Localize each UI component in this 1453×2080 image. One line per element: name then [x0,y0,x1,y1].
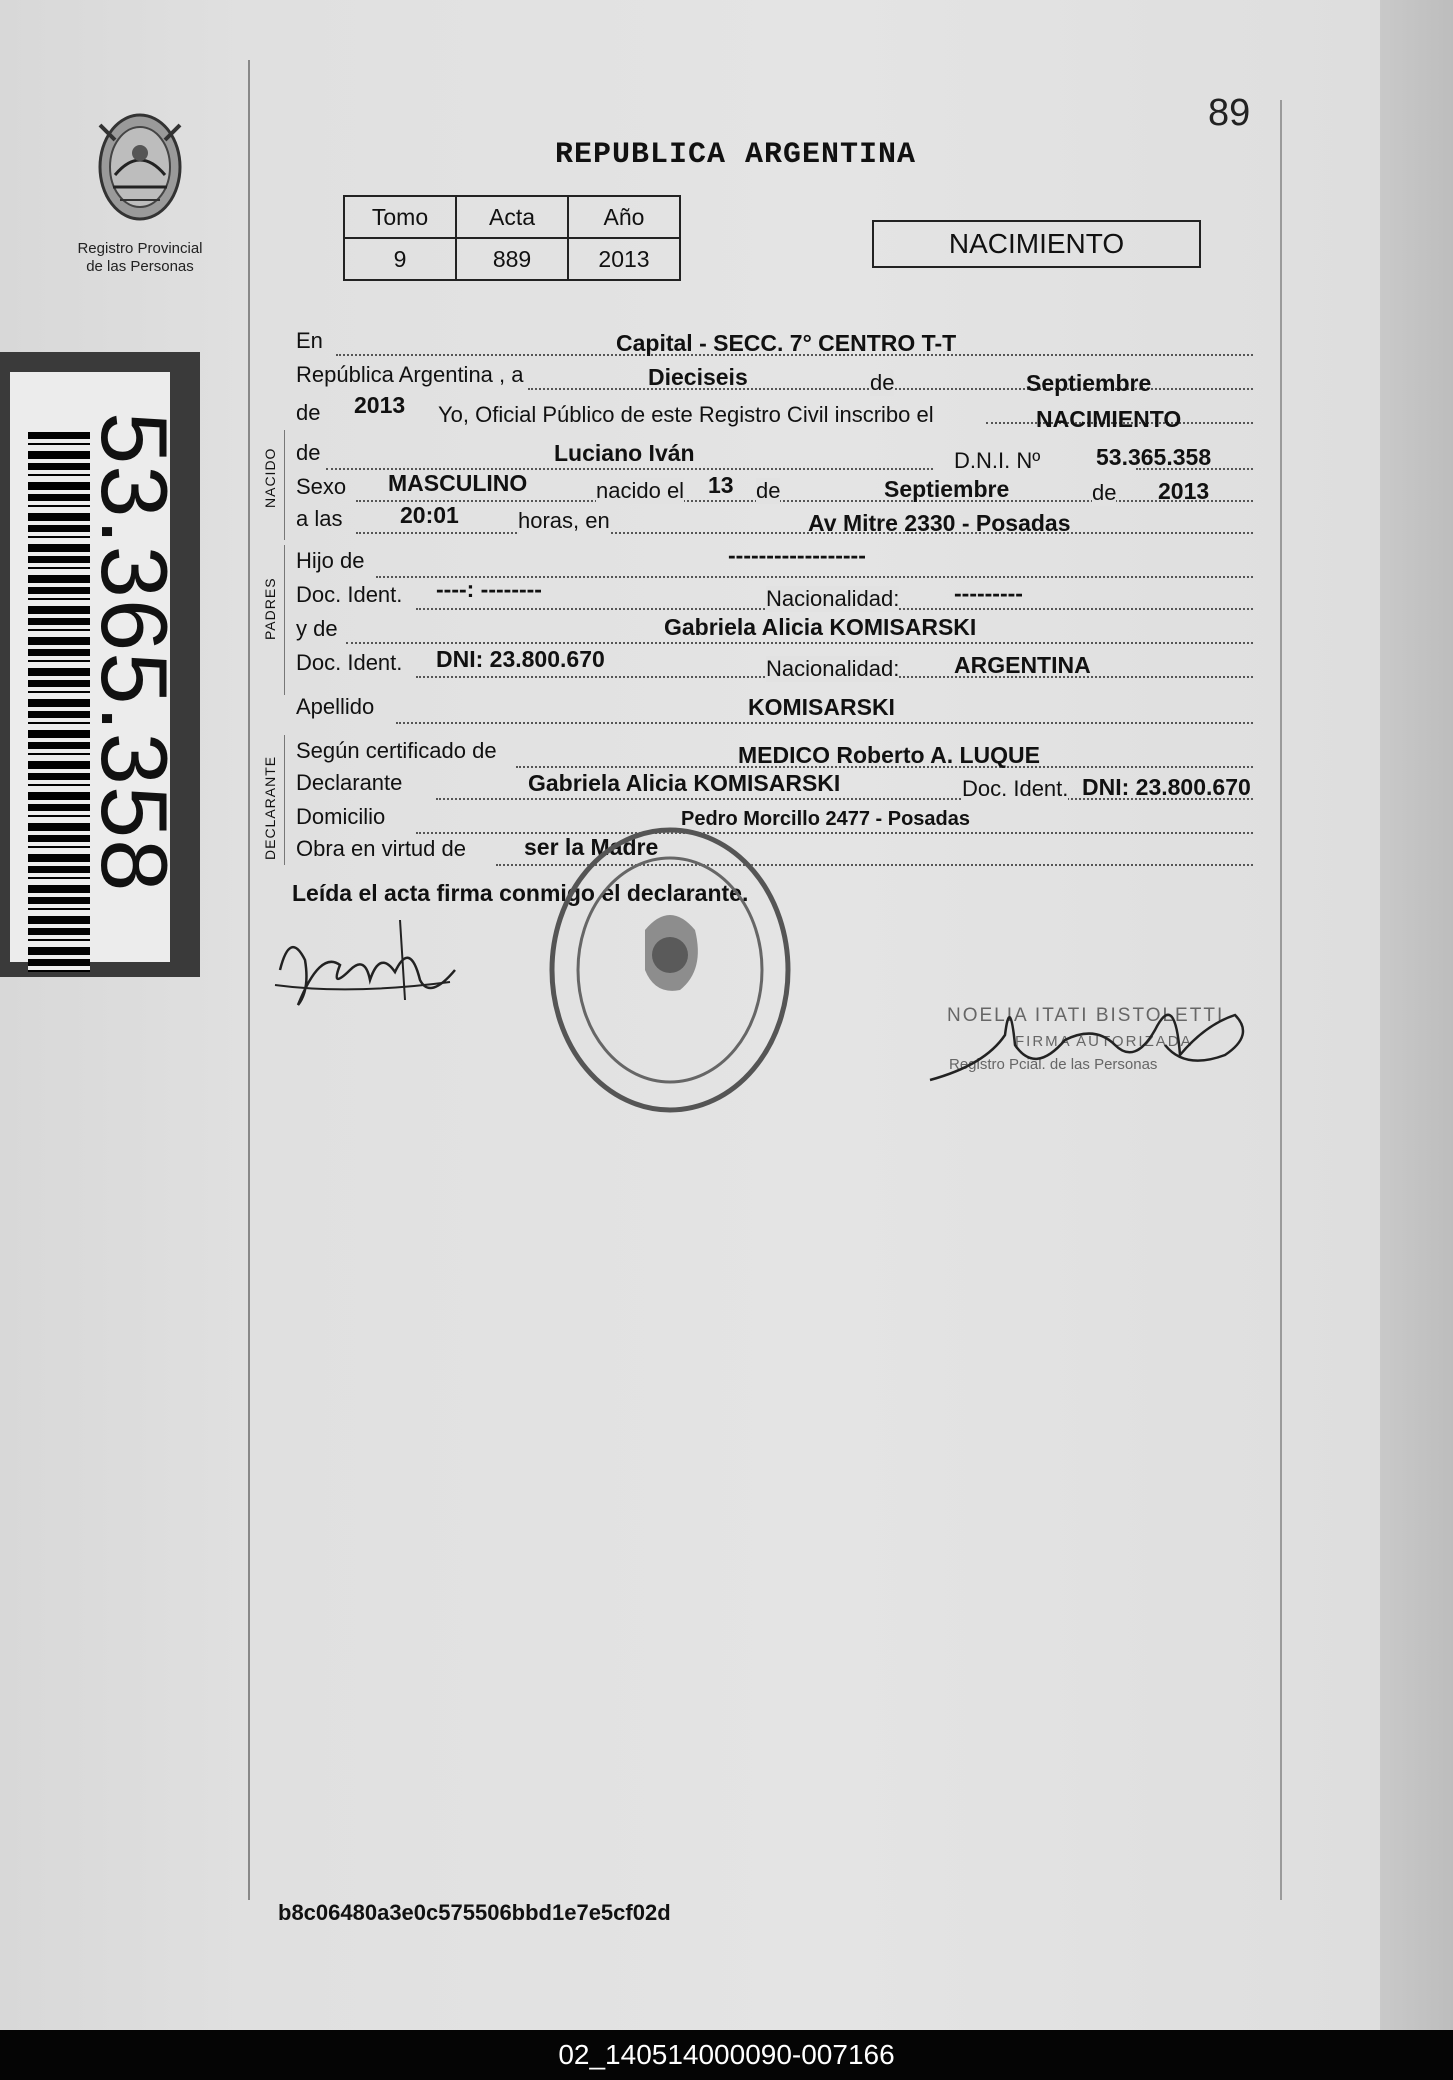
label-de2: de [296,400,321,425]
registry-value-tomo: 9 [344,238,456,280]
form-left-border [248,60,250,1900]
official-signature [925,985,1255,1095]
official-role: FIRMA AUTORIZADA [1015,1033,1193,1050]
declarant-signature [270,910,460,1030]
row-inscripcion [296,392,1253,432]
province-logo [70,105,210,276]
row-hora-lugar [296,504,1253,534]
registry-value-acta: 889 [456,238,568,280]
dotted-line [356,532,1253,534]
label-a-las: a las [296,506,343,531]
label-dni: D.N.I. Nº [954,448,1041,473]
label-de4: de [1092,480,1117,505]
label-y-de: y de [296,616,338,641]
value-anio-inscripcion: 2013 [354,392,406,418]
registry-header-anio: Año [568,196,680,238]
value-anio-nac: 2013 [1158,478,1210,504]
label-domicilio: Domicilio [296,804,386,829]
value-dia-inscripcion: Dieciseis [648,364,748,390]
registry-value-anio: 2013 [568,238,680,280]
value-nombre: Luciano Iván [554,440,695,466]
logo-caption-line2: de las Personas [86,258,194,275]
logo-caption-line1: Registro Provincial [77,240,203,257]
label-obra: Obra en virtud de [296,836,466,861]
official-signature-block [925,985,1255,1095]
closing-statement: Leída el acta firma conmigo el declarante. [292,880,749,906]
value-hora: 20:01 [400,502,459,528]
value-padre-doc: ----: -------- [436,576,542,602]
official-office: Registro Pcial. de las Personas [949,1056,1158,1073]
value-obra: ser la Madre [524,834,659,860]
dotted-line [356,500,1253,502]
value-certificado: MEDICO Roberto A. LUQUE [738,742,1040,768]
row-fecha-inscripcion [296,360,1253,396]
registry-header-tomo: Tomo [344,196,456,238]
value-madre-doc: DNI: 23.800.670 [436,646,605,672]
page-number: 89 [1208,92,1251,134]
value-madre-nac: ARGENTINA [954,652,1091,678]
label-republica: República Argentina , a [296,362,524,387]
label-de3: de [756,478,781,503]
section-bar-nacido [284,430,285,540]
value-madre: Gabriela Alicia KOMISARSKI [664,614,977,640]
label-apellido: Apellido [296,694,375,719]
value-padre: ------------------ [728,542,866,568]
registry-header-acta: Acta [456,196,568,238]
form-right-border [1280,100,1282,1900]
barcode-number: 53.365.358 [82,412,187,893]
row-hijo-de [296,542,1253,578]
row-declarante [296,770,1253,800]
value-declarante: Gabriela Alicia KOMISARSKI [528,770,841,796]
document-title: REPUBLICA ARGENTINA [555,138,917,172]
label-en: En [296,328,323,353]
row-madre-doc [296,646,1253,681]
label-de-nacido: de [296,440,321,465]
official-name: NOELIA ITATI BISTOLETTI [947,1005,1225,1026]
value-apellido: KOMISARSKI [748,694,895,720]
section-label-padres: PADRES [262,577,278,640]
value-tipo: NACIMIENTO [1036,406,1182,432]
label-nacionalidad2: Nacionalidad: [766,656,900,681]
row-sexo [296,470,1253,505]
value-declarante-doc: DNI: 23.800.670 [1082,774,1251,800]
label-horas-en: horas, en [518,508,610,533]
label-segun: Según certificado de [296,738,497,763]
value-lugar: Capital - SECC. 7° CENTRO T-T [616,330,957,356]
value-dni: 53.365.358 [1096,444,1212,470]
label-nacido-el: nacido el [596,478,685,503]
label-doc-ident3: Doc. Ident. [962,776,1069,801]
coat-of-arms-icon [85,105,195,235]
section-bar-padres [284,545,285,695]
row-lugar [296,326,1253,356]
section-bar-declarante [284,735,285,865]
label-nacionalidad: Nacionalidad: [766,586,900,611]
row-padre-doc [296,576,1253,611]
row-apellido [296,694,1253,724]
value-padre-nac: --------- [954,580,1023,606]
section-label-declarante: DECLARANTE [262,755,278,860]
label-doc-ident2: Doc. Ident. [296,650,403,675]
label-declarante: Declarante [296,770,403,795]
document-hash: b8c06480a3e0c575506bbd1e7e5cf02d [278,1900,671,1925]
value-mes-nac: Septiembre [884,476,1010,502]
row-certificado [296,738,1253,768]
value-domicilio: Pedro Morcillo 2477 - Posadas [681,808,970,830]
official-stamp [545,820,795,1120]
label-yo: Yo, Oficial Público de este Registro Civil inscribo el [438,402,934,427]
page-edge-shadow [1380,0,1453,2030]
label-hijo-de: Hijo de [296,548,365,573]
record-type-box: NACIMIENTO [872,220,1201,268]
value-sexo: MASCULINO [388,470,528,496]
label-doc-ident: Doc. Ident. [296,582,403,607]
barcode-sticker [0,352,200,977]
label-de: de [870,370,895,395]
dotted-line [346,642,1253,644]
registry-table [343,195,681,281]
row-nombre [296,440,1253,473]
dotted-line [396,722,1253,724]
row-madre [296,614,1253,644]
label-sexo: Sexo [296,474,347,499]
barcode-label [10,372,187,962]
value-dia-nac: 13 [708,472,734,498]
section-label-nacido: NACIDO [262,447,278,508]
value-mes-inscripcion: Septiembre [1026,370,1152,396]
value-lugar-nac: Av Mitre 2330 - Posadas [808,510,1071,536]
scan-footer-id: 02_140514000090-007166 [0,2030,1453,2080]
